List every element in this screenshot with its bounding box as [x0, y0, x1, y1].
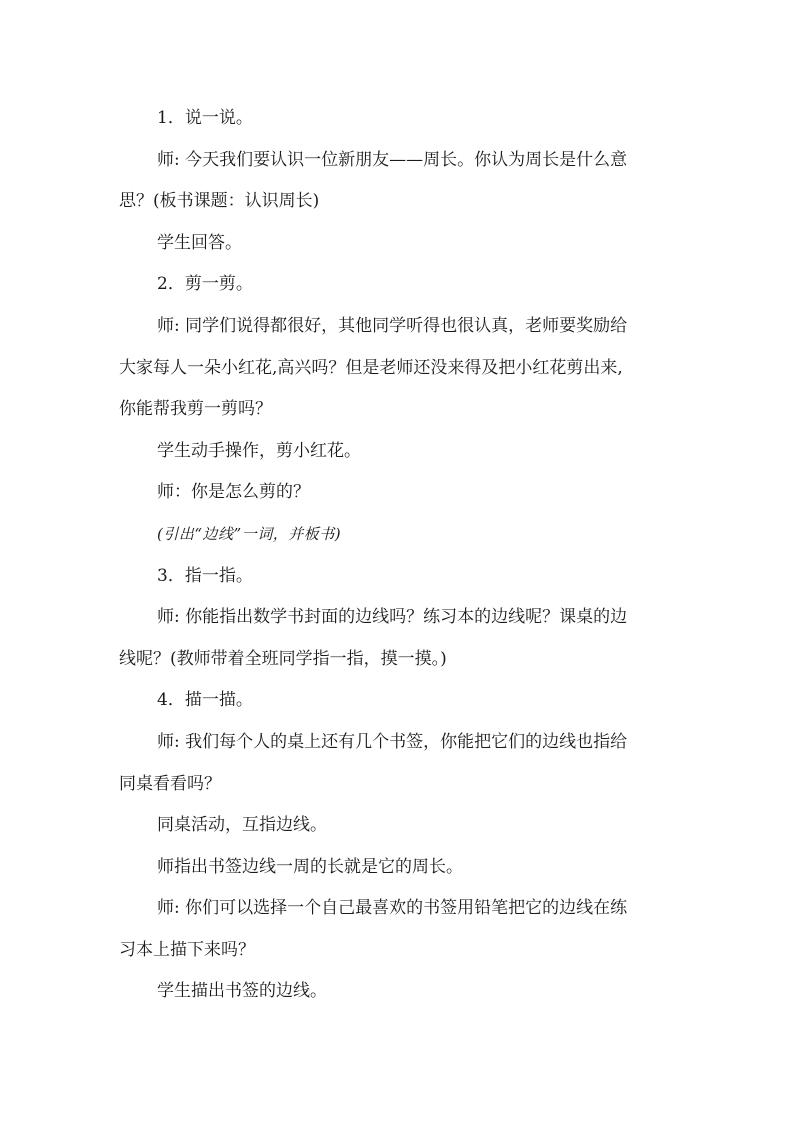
student-trace-line: 学生描出书签的边线。 — [157, 981, 327, 1002]
document-body — [119, 104, 699, 1019]
student-answer-line: 学生回答。 — [157, 232, 242, 253]
teacher-line-reward: 师: 同学们说得都很好，其他同学听得也很认真，老师要奖励给 — [157, 315, 628, 336]
step-1-heading: 1．说一说。 — [157, 108, 253, 128]
teacher-question-line: 师：你是怎么剪的？ — [157, 482, 310, 503]
teacher-summary-line: 师指出书签边线一周的长就是它的周长。 — [157, 856, 463, 877]
teacher-line-bookmark: 师: 我们每个人的桌上还有几个书签，你能把它们的边线也指给 — [157, 731, 628, 752]
step-4-heading: 4．描一描。 — [157, 690, 253, 711]
teacher-line-point-cont: 线呢？(教师带着全班同学指一指，摸一摸。) — [119, 648, 447, 669]
teacher-line-reward-cont-2: 你能帮我剪一剪吗？ — [119, 399, 272, 420]
teacher-line-trace: 师: 你们可以选择一个自己最喜欢的书签用铅笔把它的边线在练 — [157, 898, 628, 919]
step-3-heading: 3．指一指。 — [157, 565, 253, 586]
student-cut-line: 学生动手操作，剪小红花。 — [157, 440, 361, 461]
teacher-line-intro: 师: 今天我们要认识一位新朋友——周长。你认为周长是什么意 — [157, 149, 628, 170]
blackboard-note-line: (引出“边线”一词，并板书) — [157, 524, 342, 543]
teacher-line-trace-cont: 习本上描下来吗？ — [119, 939, 255, 960]
desk-activity-line: 同桌活动，互指边线。 — [157, 815, 327, 836]
teacher-line-point: 师: 你能指出数学书封面的边线吗？练习本的边线呢？课桌的边 — [157, 607, 628, 628]
teacher-line-bookmark-cont: 同桌看看吗？ — [119, 773, 221, 794]
teacher-line-intro-cont: 思？(板书课题：认识周长) — [119, 191, 320, 212]
step-2-heading: 2．剪一剪。 — [157, 274, 253, 295]
teacher-line-reward-cont-1: 大家每人一朵小红花,高兴吗？但是老师还没来得及把小红花剪出来, — [119, 357, 623, 378]
